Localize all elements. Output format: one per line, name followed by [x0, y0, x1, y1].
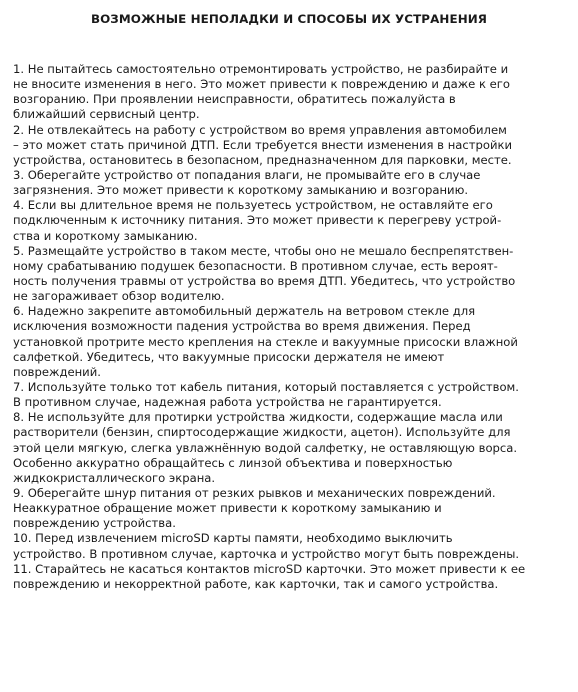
text-line: установкой протрите место крепления на стекле и вакуумные присоски влажной [13, 334, 518, 349]
text-line: – это может стать причиной ДТП. Если требуется внести изменения в настройки [13, 137, 513, 152]
text-line: повреждению и некорректной работе, как карточки, так и самого устройства. [13, 576, 499, 591]
text-line: 3. Оберегайте устройство от попадания влаги, не промывайте его в случае [13, 167, 481, 182]
text-line: Неаккуратное обращение может привести к короткому замыканию и [13, 501, 442, 516]
text-line: подключенным к источнику питания. Это может привести к перегреву устрой- [13, 213, 502, 228]
text-line: 8. Не используйте для протирки устройства жидкости, содержащие масла или [13, 410, 503, 425]
text-line: ность получения травмы от устройства во время ДТП. Убедитесь, что устройство [13, 273, 516, 288]
text-line: салфеткой. Убедитесь, что вакуумные присоски держателя не имеют [13, 349, 445, 364]
text-line: повреждению устройства. [13, 516, 176, 531]
text-line: ближайший сервисный центр. [13, 107, 200, 122]
text-line: ства и короткому замыканию. [13, 228, 198, 243]
text-line: загрязнения. Это может привести к короткому замыканию и возгоранию. [13, 183, 469, 198]
text-line: не вносите изменения в него. Это может привести к повреждению и даже к его [13, 77, 510, 92]
text-line: 6. Надежно закрепите автомобильный держатель на ветровом стекле для [13, 304, 476, 319]
text-line: 1. Не пытайтесь самостоятельно отремонтировать устройство, не разбирайте и [13, 62, 509, 76]
text-line: устройство. В противном случае, карточка и устройство могут быть повреждены. [13, 546, 520, 561]
text-line: 10. Перед извлечением microSD карты памяти, необходимо выключить [13, 531, 453, 546]
text-line: устройства, остановитесь в безопасном, предназначенном для парковки, месте. [13, 152, 512, 167]
text-line: 11. Старайтесь не касаться контактов microSD карточки. Это может привести к ее [13, 561, 526, 576]
text-line: этой цели мягкую, слегка увлажнённую водой салфетку, не оставляющую ворса. [13, 440, 518, 455]
text-line: 7. Используйте только тот кабель питания, который поставляется с устройством. [13, 379, 519, 394]
text-line: 5. Размещайте устройство в таком месте, чтобы оно не мешало беспрепятствен- [13, 243, 514, 258]
text-line: возгоранию. При проявлении неисправности, обратитесь пожалуйста в [13, 92, 456, 107]
troubleshooting-text [13, 62, 569, 592]
text-line: не загораживает обзор водителю. [13, 289, 225, 304]
text-line: исключения возможности падения устройства во время движения. Перед [13, 319, 471, 334]
text-line: 2. Не отвлекайтесь на работу с устройством во время управления автомобилем [13, 122, 507, 137]
text-line: 9. Оберегайте шнур питания от резких рывков и механических повреждений. [13, 485, 496, 500]
text-line: жидкокристаллического экрана. [13, 470, 216, 485]
section-title: ВОЗМОЖНЫЕ НЕПОЛАДКИ И СПОСОБЫ ИХ УСТРАНЕНИЯ [90, 12, 488, 26]
text-line: повреждений. [13, 364, 101, 379]
text-line: ному срабатыванию подушек безопасности. В противном случае, есть вероят- [13, 258, 498, 273]
text-line: В противном случае, надежная работа устройства не гарантируется. [13, 395, 442, 410]
text-line: 4. Если вы длительное время не пользуетесь устройством, не оставляйте его [13, 198, 493, 213]
text-line: Особенно аккуратно обращайтесь с линзой объектива и поверхностью [13, 455, 453, 470]
text-line: растворители (бензин, спиртосодержащие жидкости, ацетон). Используйте для [13, 425, 511, 440]
